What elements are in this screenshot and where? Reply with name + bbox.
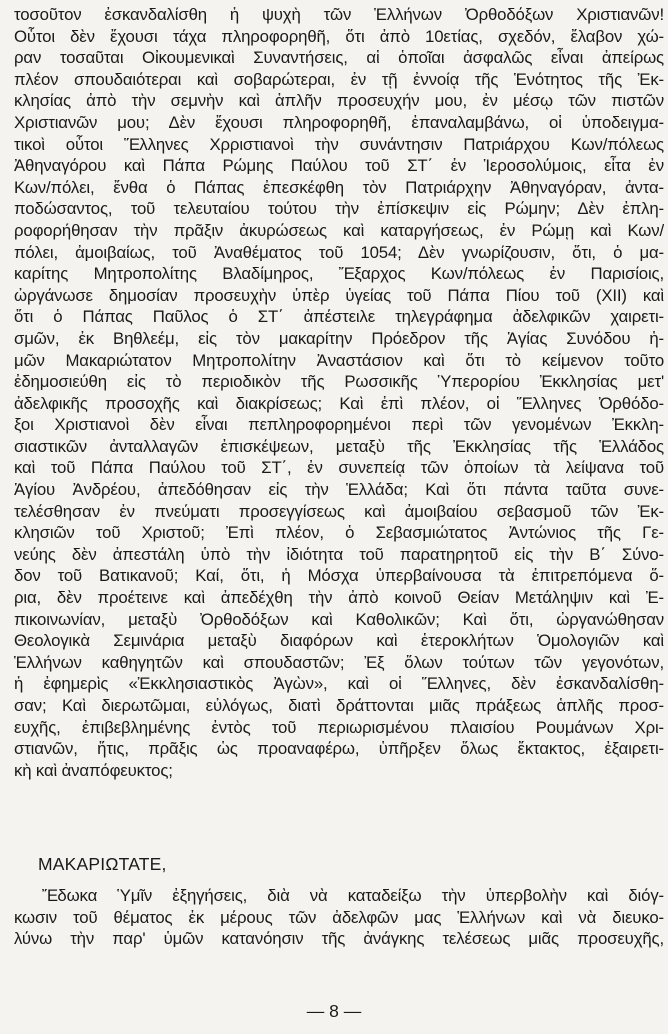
text-line: ευχῆς, ἐπιβεβλημένης ἐντὸς τοῦ περιωρισμένου πλαισίου Ρουμάνων Χρι- [14, 717, 664, 737]
text-line: πόλει, ἀμοιβαίως, τοῦ Ἀναθέματος τοῦ 1054; Δὲν γνωρίζουσιν, ὅτι, ὁ μα- [14, 242, 664, 262]
text-line: ἡ ἐφημερὶς «Ἐκκλησιαστικὸς Ἀγὼν», καὶ οἱ Ἕλληνες, δὲν ἐσκανδαλίσθη- [14, 674, 664, 694]
salutation-heading: ΜΑΚΑΡΙΩΤΑΤΕ, [38, 854, 167, 874]
text-line: ἐδημοσιεύθη εἰς τὸ περιοδικὸν τῆς Ρωσσικῆς Ὑπερορίου Ἐκκλησίας μετ' [14, 372, 664, 392]
text-line: Ἔδωκα Ὑμῖν ἐξηγήσεις, διὰ νὰ καταδείξω τὴν ὑπερβολὴν καὶ διόγ- [42, 886, 664, 905]
text-line: ποδώσαντος, τοῦ τελευταίου τούτου τὴν ἐπίσκεψιν εἰς Ρώμην; Δὲν ἐπλη- [14, 199, 664, 219]
text-line: Ἀθηναγόρου καὶ Πάπα Ρώμης Παύλου τοῦ ΣΤ΄ ἐν Ἱεροσολύμοις, εἶτα ἐν [14, 156, 664, 176]
text-line: καρίτης Μητροπολίτης Βλαδίμηρος, Ἔξαρχος Κων/πόλεως ἐν Παρισίοις, [14, 264, 664, 284]
text-line: λύνω τὴν παρ' ὑμῶν κατανόησιν τῆς ἀνάγκης τελέσεως μιᾶς προσευχῆς, [14, 929, 664, 949]
text-line: κὴ καὶ ἀναπόφευκτος; [14, 760, 173, 780]
text-line: ρια, δὲν προέτεινε καὶ ἀπεδέχθη τὴν ἀπὸ κοινοῦ Θείαν Μετάληψιν καὶ Ἐ- [14, 588, 664, 608]
text-line: κωσιν τοῦ θέματος ἐκ μέρους τῶν ἀδελφῶν μας Ἑλλήνων καὶ νὰ διευκο- [14, 907, 664, 927]
text-line: ὅτι ὁ Πάπας Παῦλος ὁ ΣΤ΄ ἀπέστειλε τηλεγράφημα ἀδελφικῶν χαιρετι- [14, 307, 664, 327]
text-line: Χριστιανῶν μου; Δὲν ἔχουσι πληροφορηθῆ, ἐπαναλαμβάνω, οἱ ὑποδειγμα- [14, 112, 664, 132]
main-paragraph [14, 4, 664, 781]
text-line: μῶν Μακαριώτατον Μητροπολίτην Ἀναστάσιον καὶ ὅτι τὸ κείμενον τοῦτο [14, 350, 664, 370]
text-line: ὠργάνωσε δημοσίαν προσευχὴν ὑπὲρ ὑγείας τοῦ Πάπα Πίου τοῦ (XII) καὶ [14, 285, 664, 305]
text-line: δον τοῦ Βατικανοῦ; Καί, ὅτι, ἡ Μόσχα ὑπερβαίνουσα τὰ ἐπιτρεπόμενα ὅ- [14, 566, 664, 586]
text-line: στιανῶν, ἥτις, πρᾶξις ὡς προαναφέρω, ὑπῆρξεν ὅλως ἔκτακτος, ἐξαιρετι- [14, 739, 664, 759]
text-line: Οὗτοι δὲν ἔχουσι τάχα πληροφορηθῆ, ὅτι ἀπὸ 10ετίας, σχεδόν, ἔλαβον χώ- [14, 26, 664, 46]
text-line: ραν τοσαῦται Οἰκουμενικαὶ Συναντήσεις, αἱ ὁποῖαι ἀσφαλῶς εἶναι ἀπείρως [14, 48, 664, 68]
page-number: — 8 — [306, 1001, 362, 1021]
text-line: σιαστικῶν ἀνταλλαγῶν ἐπισκέψεων, μεταξὺ τῆς Ἐκκλησίας τῆς Ἑλλάδος [14, 436, 664, 456]
second-paragraph [14, 885, 664, 950]
text-line: νεύης δὲν ἀπεστάλη ὑπὸ τὴν ἰδιότητα τοῦ παρατηρητοῦ εἰς τὴν Β΄ Σύνο- [14, 544, 664, 564]
text-line: τικοὶ οὗτοι Ἕλληνες Χρριστιανοὶ τὴν συνάντησιν Πατριάρχου Κων/πόλεως [14, 134, 664, 154]
text-line: πικοινωνίαν, μεταξὺ Ὀρθοδόξων καὶ Καθολικῶν; Καὶ ὅτι, ὠργανώθησαν [14, 609, 664, 629]
text-line: ἀδελφικῆς προσοχῆς καὶ διακρίσεως; Καὶ ἐπὶ πλέον, οἱ Ἕλληνες Ὀρθόδο- [14, 393, 664, 413]
text-line: Ἁγίου Ἀνδρέου, ἀπεδόθησαν εἰς τὴν Ἑλλάδα; Καὶ ὅτι πάντα ταῦτα συνε- [14, 480, 664, 500]
text-line: Κων/πόλει, ἔνθα ὁ Πάπας ἐπεσκέφθη τὸν Πατριάρχην Ἀθηναγόραν, ἀντα- [14, 177, 664, 197]
text-line: Ἑλλήνων καθηγητῶν καὶ σπουδαστῶν; Ἐξ ὅλων τούτων τῶν γεγονότων, [14, 652, 664, 672]
text-line: τελέσθησαν ἐν πνεύματι προσεγγίσεως καὶ ἀμοιβαίου σεβασμοῦ τῶν Ἐκ- [14, 501, 664, 521]
text-line: σμῶν, ἐκ Βηθλεέμ, εἰς τὸν μακαρίτην Πρόεδρον τῆς Ἁγίας Συνόδου ἡ- [14, 328, 664, 348]
text-line: καὶ τοῦ Πάπα Παύλου τοῦ ΣΤ΄, ἐν συνεπείᾳ τῶν ὁποίων τὰ λείψανα τοῦ [14, 458, 664, 478]
text-line: πλέον σπουδαιότεραι καὶ σοβαρώτεραι, ἐν τῇ ἐννοίᾳ τῆς Ἑνότητος τῆς Ἐκ- [14, 69, 664, 89]
text-line: Θεολογικὰ Σεμινάρια μεταξὺ διαφόρων καὶ ἑτεροκλήτων Ὁμολογιῶν καὶ [14, 631, 664, 651]
text-line: τοσοῦτον ἐσκανδαλίσθη ἡ ψυχὴ τῶν Ἑλλήνων Ὀρθοδόξων Χριστιανῶν! [14, 5, 664, 24]
text-line: κλησιῶν τοῦ Χριστοῦ; Ἐπὶ πλέον, ὁ Σεβασμιώτατος Ἀντώνιος τῆς Γε- [14, 523, 664, 543]
text-line: ροφορήθησαν τὴν πρᾶξιν ἀκυρώσεως καὶ καταργήσεως, ἐν Ρώμῃ καὶ Κων/ [14, 220, 664, 240]
text-line: σαν; Καὶ διερωτῶμαι, εὐλόγως, διατὶ δράττονται μιᾶς πράξεως ἁπλῆς προσ- [14, 696, 664, 715]
text-line: κλησίας ἀπὸ τὴν σεμνὴν καὶ ἁπλῆν προσευχήν μου, ἐν μέσῳ τῶν πιστῶν [14, 91, 664, 111]
text-line: ξοι Χριστιανοὶ δὲν εἶναι πεπληροφορημένοι περὶ τῶν γενομένων Ἐκκλη- [14, 415, 664, 435]
